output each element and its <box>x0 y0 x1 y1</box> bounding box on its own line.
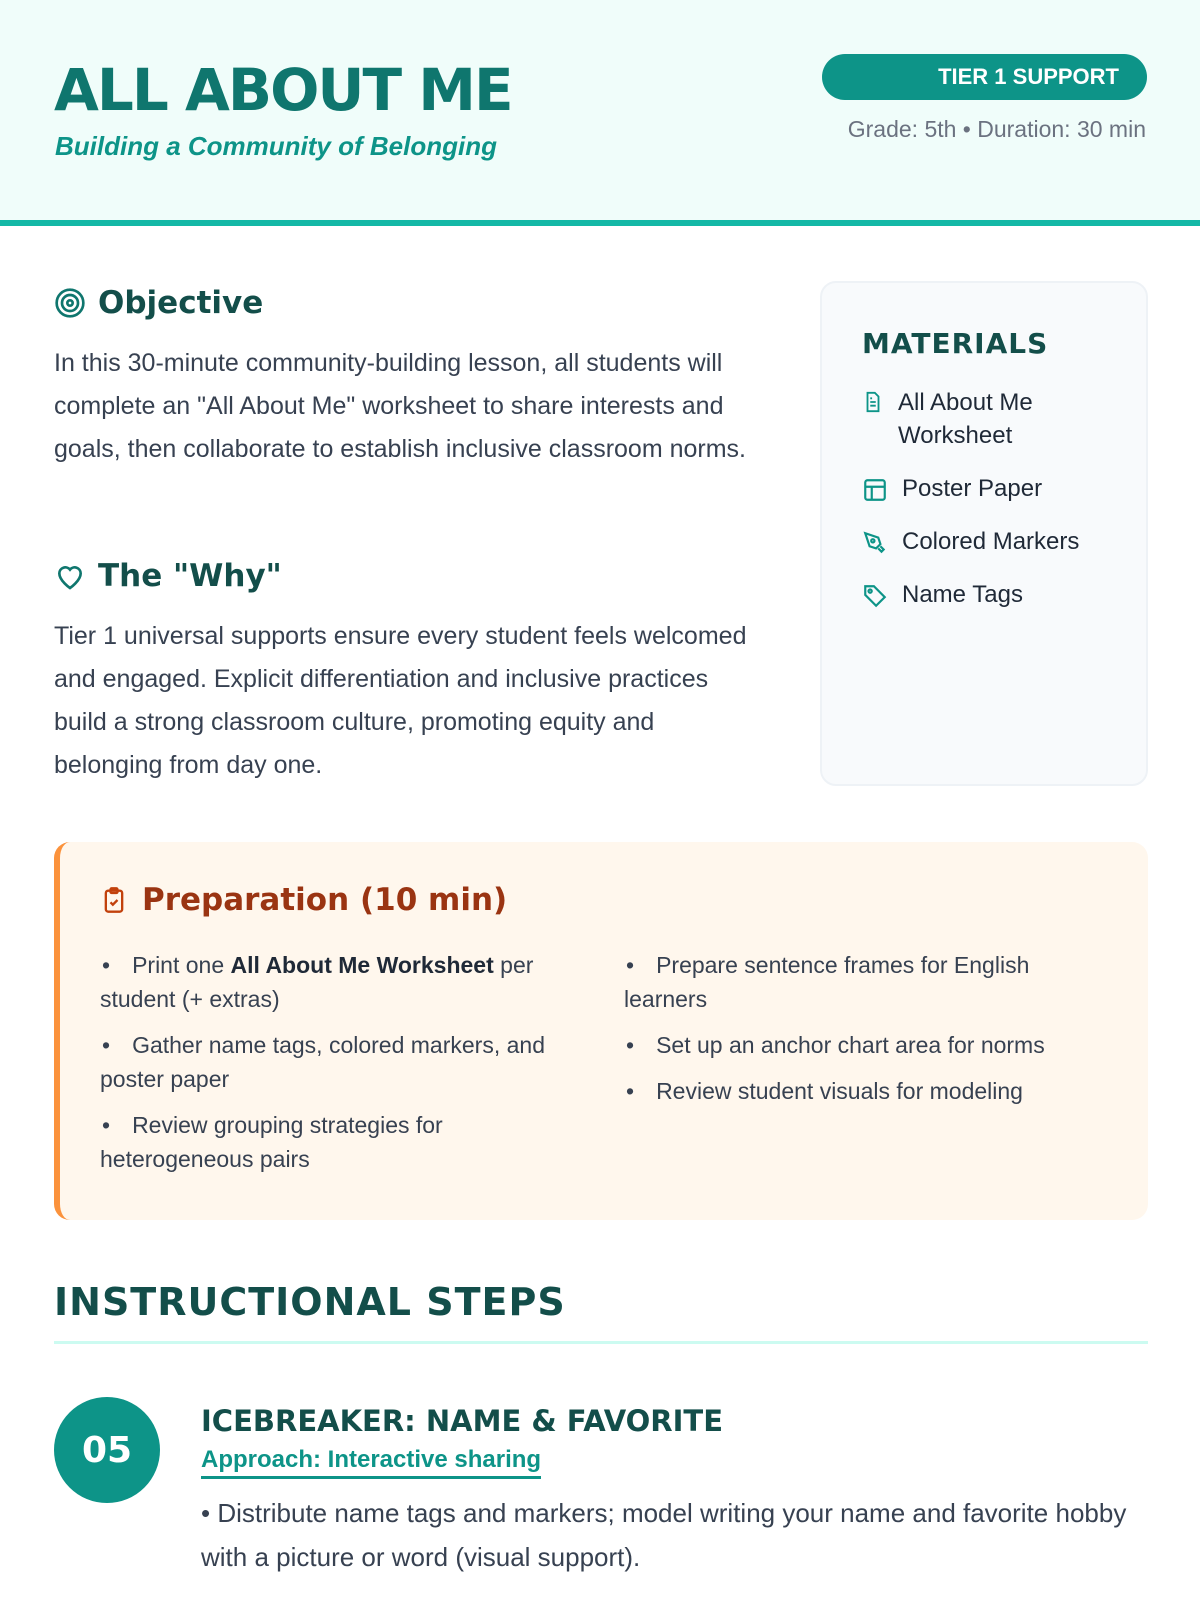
prep-bold-text: All About Me Worksheet <box>230 952 494 978</box>
document-icon <box>862 391 884 413</box>
prep-list-right <box>624 948 1108 1188</box>
material-item <box>862 386 1106 452</box>
lesson-meta: Grade: 5th • Duration: 30 min <box>847 116 1146 142</box>
steps-heading: INSTRUCTIONAL STEPS <box>54 1280 566 1324</box>
page-title: ALL ABOUT ME <box>54 56 512 124</box>
page-subtitle: Building a Community of Belonging <box>55 131 497 161</box>
prep-item <box>100 948 584 1016</box>
objective-heading <box>54 285 263 321</box>
target-icon <box>54 287 86 319</box>
material-label: Colored Markers <box>902 528 1080 555</box>
prep-item: • Prepare sentence frames for English learners <box>624 948 1108 1016</box>
heart-icon <box>54 560 86 592</box>
layout-icon <box>862 477 888 503</box>
prep-text: Print one <box>132 952 231 978</box>
material-label: All About Me Worksheet <box>898 389 1033 449</box>
preparation-heading-text: Preparation (10 min) <box>142 882 508 918</box>
prep-item: • Set up an anchor chart area for norms <box>624 1028 1108 1062</box>
step-approach: Approach: Interactive sharing <box>201 1446 541 1479</box>
objective-text: In this 30-minute community-building lesson, all students will complete an "All About Me" worksheet to share interests and goals, then collaborate to establish inclusive classroom norms. <box>54 349 747 463</box>
prep-text: per student (+ extras) <box>100 952 534 1012</box>
step-body: • Distribute name tags and markers; model writing your name and favorite hobby with a picture or word (visual support). <box>201 1498 1127 1572</box>
tag-icon <box>862 583 888 609</box>
prep-list-left <box>100 948 584 1188</box>
header <box>0 0 1200 226</box>
objective-heading-text: Objective <box>98 285 264 321</box>
materials-heading: MATERIALS <box>862 327 1049 360</box>
material-label: Name Tags <box>902 581 1023 608</box>
prep-item: • Review grouping strategies for heterogeneous pairs <box>100 1108 584 1176</box>
preparation-heading <box>100 882 1108 918</box>
tier-badge: TIER 1 SUPPORT <box>822 54 1147 100</box>
why-text: Tier 1 universal supports ensure every student feels welcomed and engaged. Explicit differentiation and inclusive practices build a strong classroom culture, promoting equity and belonging from day one. <box>54 622 747 779</box>
step-number: 05 <box>54 1397 160 1503</box>
material-item <box>862 578 1106 611</box>
why-heading-text: The "Why" <box>98 558 282 594</box>
why-heading <box>54 558 282 594</box>
pen-icon <box>862 530 888 556</box>
material-label: Poster Paper <box>902 475 1043 502</box>
prep-item: • Review student visuals for modeling <box>624 1074 1108 1108</box>
material-item <box>862 472 1106 505</box>
step-title: ICEBREAKER: NAME & FAVORITE <box>201 1404 723 1438</box>
divider <box>54 1341 1148 1344</box>
material-item <box>862 525 1106 558</box>
preparation-box <box>54 842 1148 1220</box>
materials-card <box>820 281 1148 786</box>
clipboard-check-icon <box>100 886 128 914</box>
prep-item: • Gather name tags, colored markers, and poster paper <box>100 1028 584 1096</box>
